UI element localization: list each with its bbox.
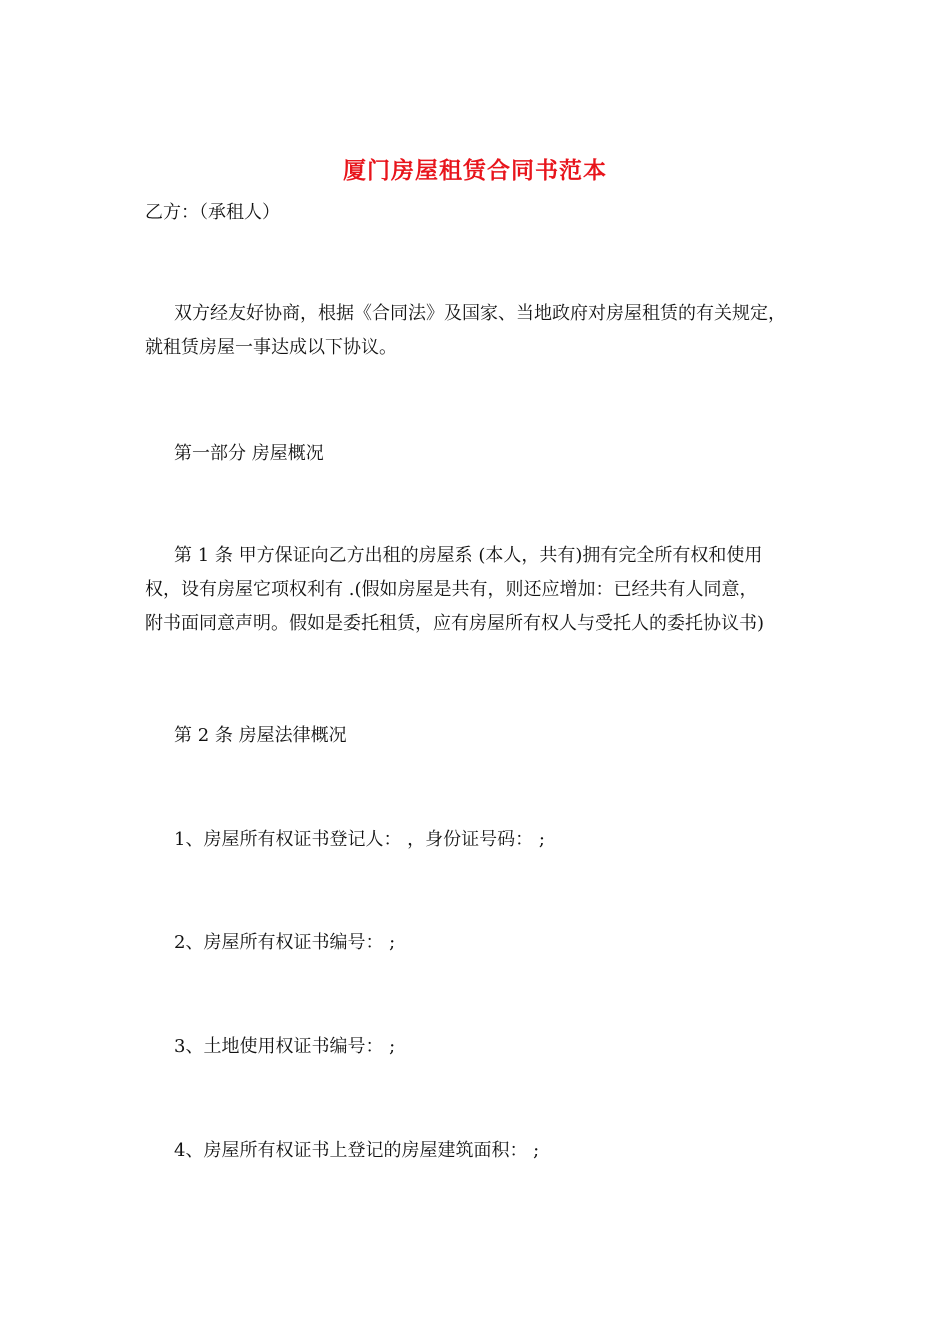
part1-heading: 第一部分 房屋概况 [174, 443, 324, 464]
intro-line-2: 就租赁房屋一事达成以下协议。 [145, 337, 397, 358]
document-title: 厦门房屋租赁合同书范本 [343, 158, 607, 184]
party-b-line: 乙方：（承租人） [145, 202, 280, 223]
article2-heading: 第 2 条 房屋法律概况 [174, 725, 347, 746]
article1-line-3: 附书面同意声明。假如是委托租赁，应有房屋所有权人与受托人的委托协议书) [145, 613, 765, 634]
article1-line-2: 权，设有房屋它项权利有 .(假如房屋是共有，则还应增加：已经共有人同意， [145, 579, 758, 600]
article1-line-1: 第 1 条 甲方保证向乙方出租的房屋系 (本人，共有)拥有完全所有权和使用 [174, 545, 763, 566]
intro-line-1: 双方经友好协商，根据《合同法》及国家、当地政府对房屋租赁的有关规定， [174, 303, 786, 324]
intro-paragraph [145, 297, 805, 365]
list-item: 1、房屋所有权证书登记人： ，身份证号码： ; [174, 829, 545, 850]
list-item: 3、土地使用权证书编号： ; [174, 1036, 396, 1057]
article1-paragraph [145, 539, 805, 641]
list-item: 2、房屋所有权证书编号： ; [174, 932, 396, 953]
list-item: 4、房屋所有权证书上登记的房屋建筑面积： ; [174, 1140, 540, 1161]
